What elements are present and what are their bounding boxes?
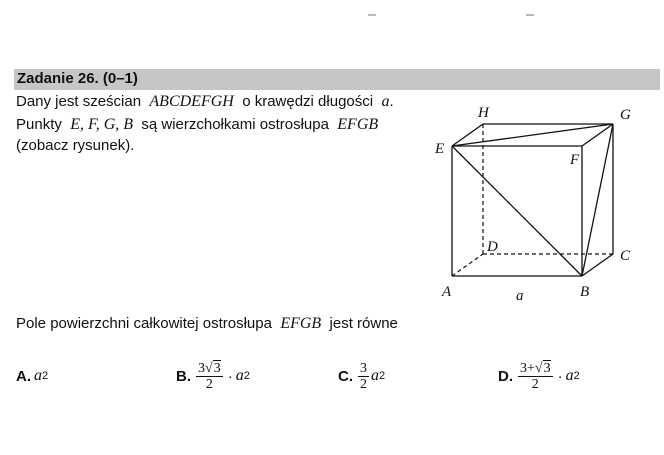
task-line-2 — [16, 116, 378, 134]
answer-B-coef: 3 — [198, 360, 205, 376]
diag-GB — [582, 124, 613, 276]
answer-A-exp: 2 — [42, 370, 49, 382]
label-B: B — [580, 284, 590, 300]
answer-D-exp: 2 — [573, 370, 580, 382]
answer-D-num-pre: 3+ — [520, 360, 535, 376]
answer-A-letter: A. — [16, 367, 31, 385]
pyramid-name: EFGB — [337, 116, 379, 133]
answer-C-den: 2 — [360, 376, 367, 392]
answer-D-dot: · — [557, 367, 563, 385]
answer-B[interactable] — [176, 358, 250, 394]
question-end: jest równe — [329, 315, 398, 332]
edge-BC — [582, 254, 613, 276]
line3-text: (zobacz rysunek). — [16, 137, 135, 154]
label-H: H — [478, 105, 489, 121]
label-C: C — [620, 248, 631, 264]
answer-B-fraction: $\frac{3√3}{2}$ — [198, 360, 221, 392]
answer-C-letter: C. — [338, 367, 353, 385]
scan-mark-right — [526, 14, 534, 16]
answer-C[interactable] — [338, 358, 385, 394]
question-text: Pole powierzchni całkowitej ostrosłupa — [16, 315, 272, 332]
task-header — [14, 69, 660, 90]
scan-mark-left — [368, 14, 376, 16]
line2-mid-text: są wierzchołkami ostrosłupa — [141, 116, 329, 133]
edge-variable: a — [381, 93, 390, 110]
question-pyramid: EFGB — [280, 315, 322, 332]
answer-A-var: a — [34, 367, 42, 384]
cube-figure — [430, 96, 640, 306]
answer-D-fraction: $\frac{3+√3}{2}$ — [520, 360, 551, 392]
answer-B-den: 2 — [205, 376, 213, 392]
line1-text: Dany jest sześcian — [16, 93, 142, 110]
cube-name: ABCDEFGH — [149, 93, 234, 110]
task-title: Zadanie 26. (0–1) — [17, 70, 138, 87]
label-D: D — [487, 239, 498, 255]
answer-C-exp: 2 — [379, 370, 386, 382]
diag-EG — [452, 124, 613, 146]
answer-C-var: a — [371, 367, 379, 384]
answer-C-num: 3 — [360, 360, 367, 376]
answer-B-var: a — [235, 367, 244, 384]
line2-text: Punkty — [16, 116, 62, 133]
answer-B-letter: B. — [176, 367, 191, 385]
label-edge-a: a — [516, 288, 524, 304]
answer-B-radicand: 3 — [213, 360, 221, 376]
answer-A[interactable] — [16, 358, 48, 394]
answer-D[interactable] — [498, 358, 580, 394]
label-A: A — [442, 284, 452, 300]
line1-mid-text: o krawędzi długości — [242, 93, 374, 110]
answer-C-fraction — [358, 361, 369, 392]
answer-B-exp: 2 — [243, 370, 250, 382]
edge-AD — [452, 254, 483, 276]
line1-end: . — [389, 93, 394, 110]
diag-EB — [452, 146, 582, 276]
label-E: E — [435, 141, 445, 157]
points-list: E, F, G, B — [70, 116, 134, 133]
answer-B-dot: · — [227, 367, 233, 385]
label-F: F — [570, 152, 580, 168]
answer-D-den: 2 — [531, 376, 539, 392]
label-G: G — [620, 107, 631, 123]
answer-D-radicand: 3 — [543, 360, 551, 376]
answer-D-letter: D. — [498, 367, 513, 385]
task-line-3 — [16, 137, 134, 154]
question-line — [16, 315, 398, 333]
task-line-1 — [16, 93, 394, 111]
answer-D-var: a — [565, 367, 574, 384]
